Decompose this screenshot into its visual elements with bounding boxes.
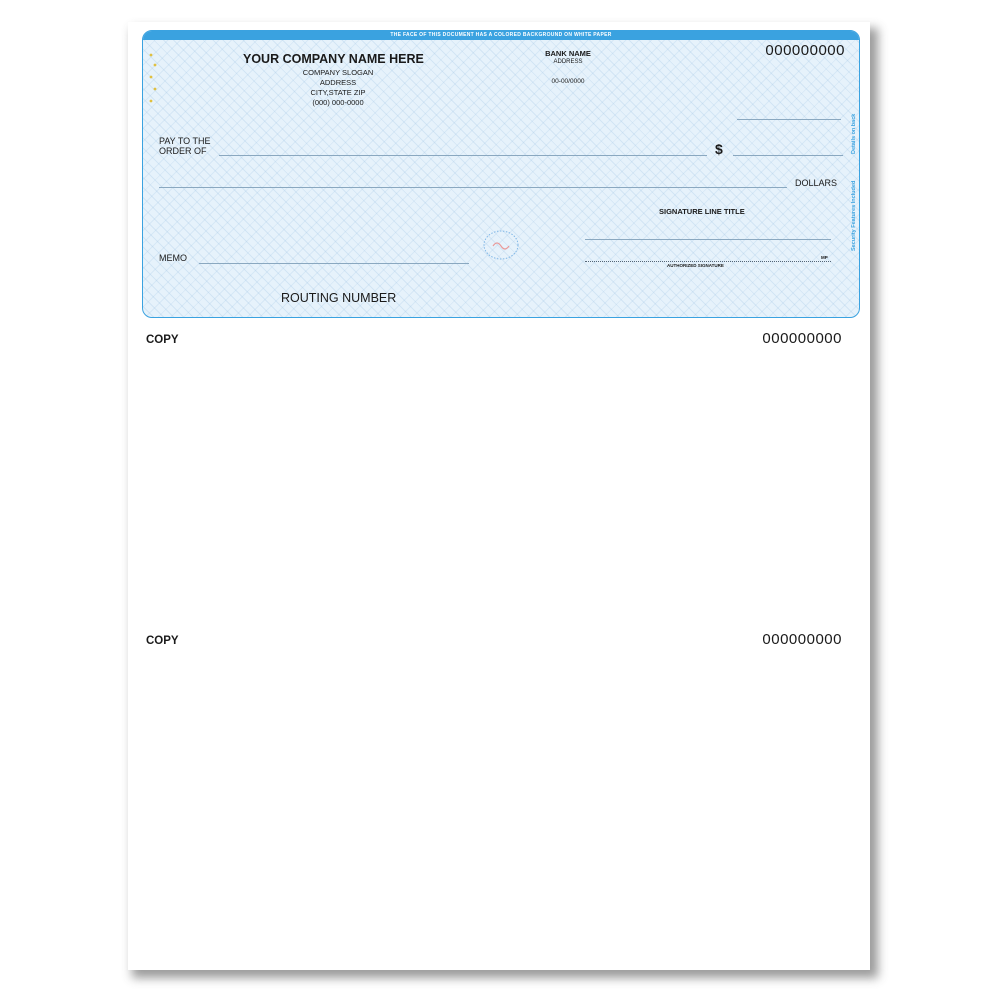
signature-line-title: SIGNATURE LINE TITLE xyxy=(659,207,745,216)
check-voucher xyxy=(142,30,860,318)
signature-line-1[interactable] xyxy=(585,239,831,240)
company-phone: (000) 000-0000 xyxy=(312,98,364,107)
memo-line[interactable] xyxy=(199,263,469,264)
colored-background-banner: THE FACE OF THIS DOCUMENT HAS A COLORED BACKGROUND ON WHITE PAPER xyxy=(143,31,859,40)
security-features-text: Security Features Included xyxy=(851,180,857,251)
bank-name: BANK NAME xyxy=(545,49,591,58)
authorized-signature-label: AUTHORIZED SIGNATURE xyxy=(667,263,724,268)
copy-stub-1-number: 000000000 xyxy=(762,330,842,347)
mp-security-mark: MP xyxy=(821,255,828,260)
bank-address: ADDRESS xyxy=(553,59,583,65)
dollar-sign: $ xyxy=(715,141,723,157)
bank-fraction-code: 00-00/0000 xyxy=(551,78,585,85)
check-sheet xyxy=(128,22,870,970)
pay-to-label xyxy=(159,136,211,156)
signature-line-2[interactable] xyxy=(585,261,831,262)
security-seal-icon xyxy=(481,228,521,262)
copy-stub-2-number: 000000000 xyxy=(762,631,842,648)
company-address: ADDRESS xyxy=(319,78,357,87)
security-features-side-text xyxy=(845,101,859,251)
copy-stub-2-label: COPY xyxy=(146,635,179,647)
written-amount-line[interactable] xyxy=(159,187,787,188)
amount-line[interactable] xyxy=(733,155,843,156)
pay-to-label-line2: ORDER OF xyxy=(159,146,207,156)
routing-number: ROUTING NUMBER xyxy=(281,291,397,305)
security-dots-icon xyxy=(147,51,159,111)
check-number: 000000000 xyxy=(765,42,845,59)
memo-label: MEMO xyxy=(159,253,187,263)
company-name: YOUR COMPANY NAME HERE xyxy=(243,52,424,66)
details-on-back-text: Details on back xyxy=(851,113,857,154)
payee-line[interactable] xyxy=(219,155,707,156)
date-line xyxy=(737,119,841,120)
company-city-state-zip: CITY,STATE ZIP xyxy=(310,88,366,97)
copy-stub-1-label: COPY xyxy=(146,334,179,346)
company-slogan: COMPANY SLOGAN xyxy=(302,68,374,77)
dollars-label: DOLLARS xyxy=(795,178,838,188)
pay-to-label-line1: PAY TO THE xyxy=(159,136,211,146)
